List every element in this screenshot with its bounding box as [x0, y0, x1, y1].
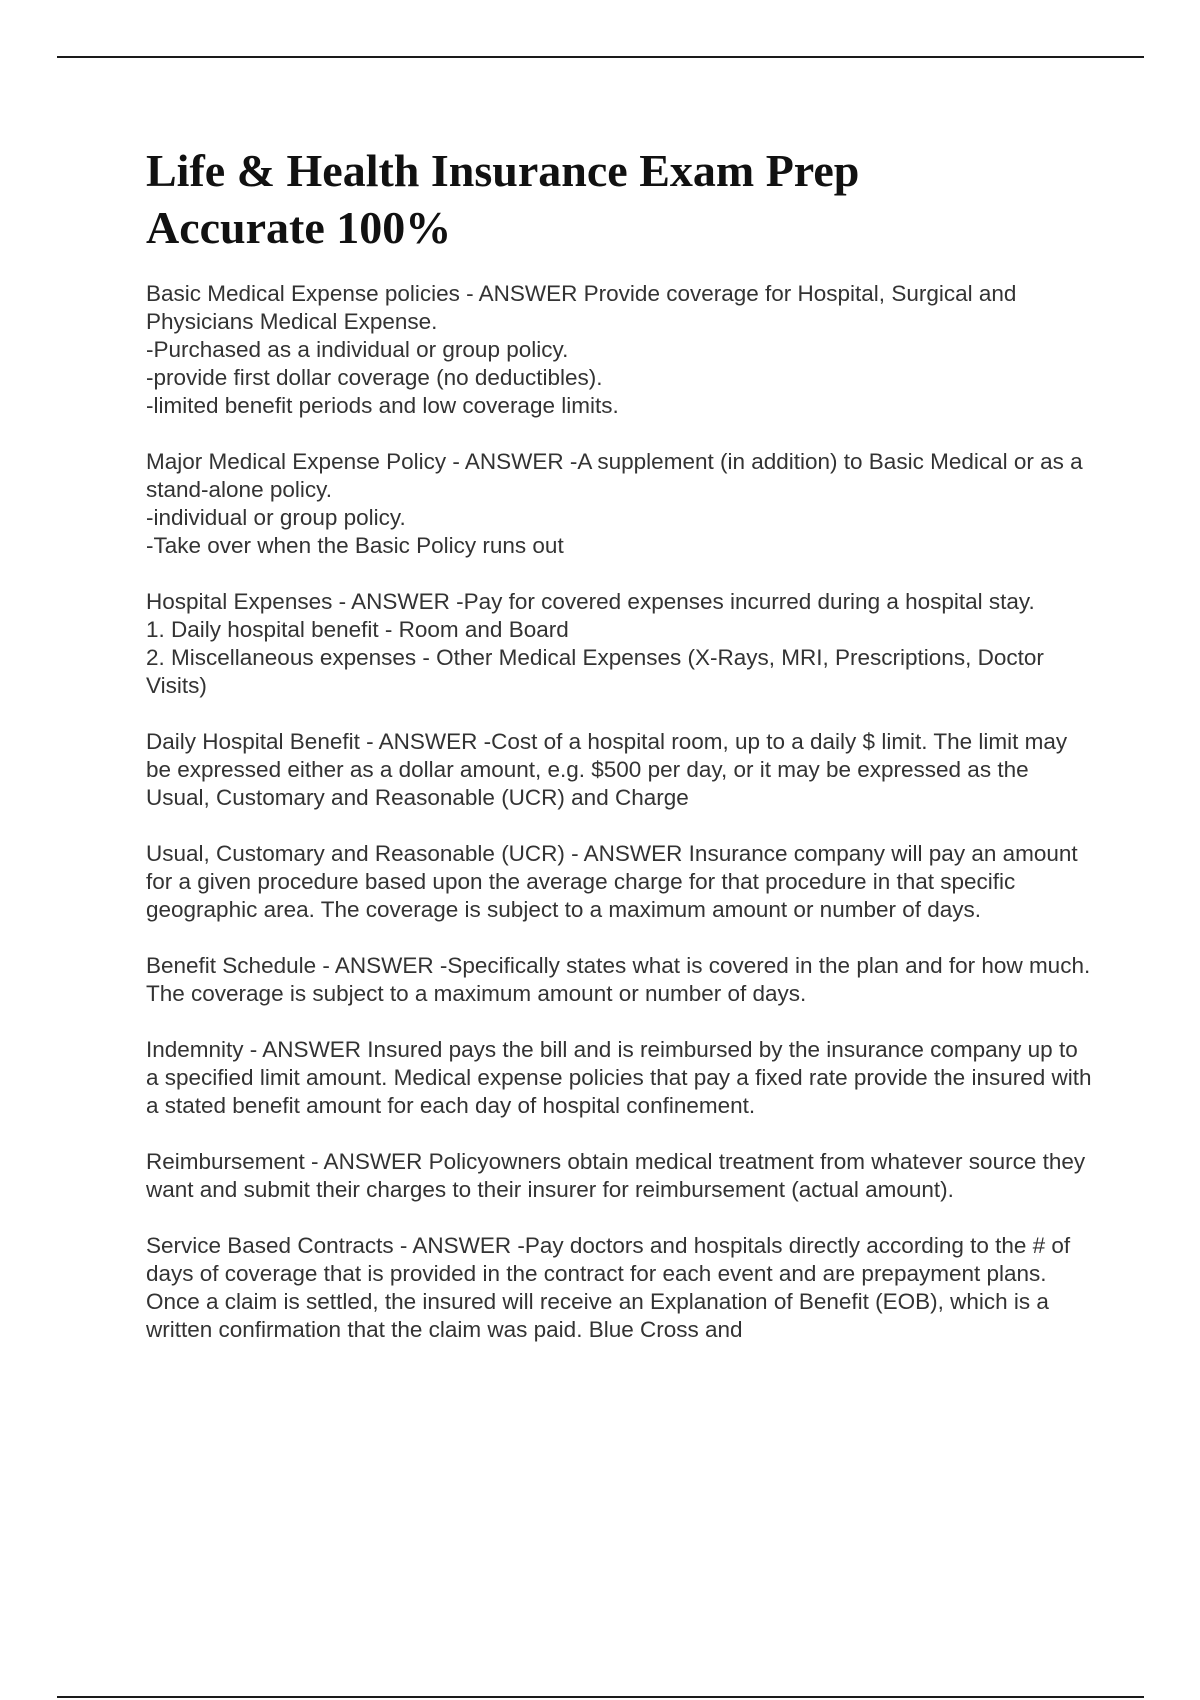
document-body — [146, 142, 1096, 1372]
qa-text: Indemnity - ANSWER Insured pays the bill and is reimbursed by the insurance company up to a specified limit amount. Medical expense policies that pay a fixed rate provide the insured with a stated benefit amount for each day of hospital confinement. — [146, 1037, 1092, 1118]
top-divider — [57, 56, 1144, 58]
qa-entry — [146, 1232, 1096, 1344]
qa-text: Daily Hospital Benefit - ANSWER -Cost of a hospital room, up to a daily $ limit. The limit may be expressed either as a dollar amount, e.g. $500 per day, or it may be expressed as the Usual, Customary and Reasonable (UCR) and Charge — [146, 729, 1068, 810]
qa-entry — [146, 840, 1096, 924]
document-title — [146, 142, 1096, 256]
qa-text: 1. Daily hospital benefit - Room and Board — [146, 617, 569, 642]
qa-text: Major Medical Expense Policy - ANSWER -A supplement (in addition) to Basic Medical or as a stand-alone policy. — [146, 449, 1083, 502]
qa-entry — [146, 1148, 1096, 1204]
qa-entry — [146, 588, 1096, 700]
qa-text: -Purchased as a individual or group policy. — [146, 337, 569, 362]
qa-text: -limited benefit periods and low coverage limits. — [146, 393, 619, 418]
qa-text: -provide first dollar coverage (no deductibles). — [146, 365, 603, 390]
qa-entry — [146, 952, 1096, 1008]
qa-text: -individual or group policy. — [146, 505, 406, 530]
qa-entry — [146, 448, 1096, 560]
qa-entry — [146, 280, 1096, 420]
qa-text: Usual, Customary and Reasonable (UCR) - ANSWER Insurance company will pay an amount for a given procedure based upon the average charge for that procedure in that specific geographic area. The coverage is subject to a maximum amount or number of days. — [146, 841, 1078, 922]
bottom-divider — [57, 1696, 1144, 1698]
qa-text: Benefit Schedule - ANSWER -Specifically states what is covered in the plan and for how much. The coverage is subject to a maximum amount or number of days. — [146, 953, 1091, 1006]
title-line-2: Accurate 100% — [146, 202, 452, 253]
qa-entry — [146, 728, 1096, 812]
title-line-1: Life & Health Insurance Exam Prep — [146, 145, 860, 196]
qa-text: Reimbursement - ANSWER Policyowners obtain medical treatment from whatever source they want and submit their charges to their insurer for reimbursement (actual amount). — [146, 1149, 1086, 1202]
qa-text: Hospital Expenses - ANSWER -Pay for covered expenses incurred during a hospital stay. — [146, 589, 1035, 614]
qa-entry — [146, 1036, 1096, 1120]
qa-text: 2. Miscellaneous expenses - Other Medical Expenses (X-Rays, MRI, Prescriptions, Doctor Visits) — [146, 645, 1044, 698]
qa-text: Basic Medical Expense policies - ANSWER Provide coverage for Hospital, Surgical and Physicians Medical Expense. — [146, 281, 1017, 334]
qa-text: -Take over when the Basic Policy runs out — [146, 533, 564, 558]
qa-text: Service Based Contracts - ANSWER -Pay doctors and hospitals directly according to the # of days of coverage that is provided in the contract for each event and are prepayment plans. Once a claim is settled, the insured will receive an Explanation of Benefit (EOB), which is a written confirmation that the claim was paid. Blue Cross and — [146, 1233, 1071, 1342]
